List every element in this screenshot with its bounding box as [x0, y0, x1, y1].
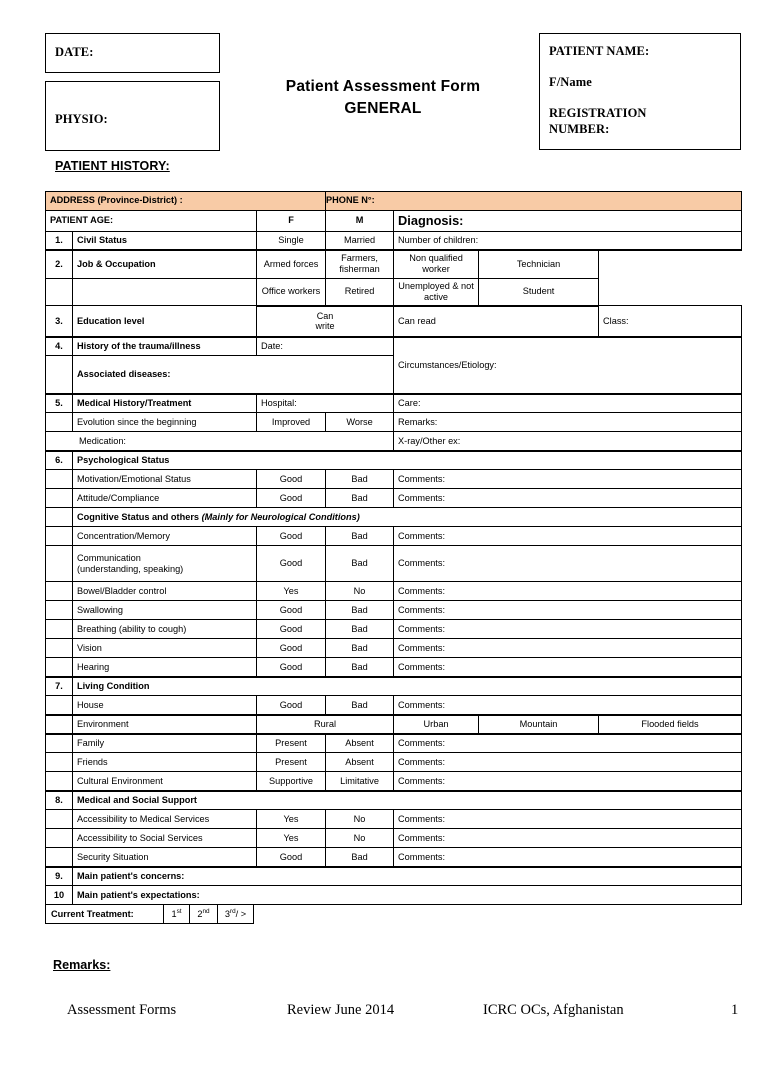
phone-label: PHONE N°: [326, 195, 375, 206]
bowel-numcol [46, 582, 73, 601]
attitude-good[interactable]: Good [257, 489, 326, 508]
xray-cell[interactable]: X-ray/Other ex: [394, 432, 742, 451]
job-occupation-label: Job & Occupation [73, 250, 257, 278]
row-number-2: 2. [46, 250, 73, 278]
access-social-comments[interactable]: Comments: [394, 829, 742, 848]
cultural-comments[interactable]: Comments: [394, 772, 742, 791]
security-bad[interactable]: Bad [326, 848, 394, 867]
evolution-numcol [46, 413, 73, 432]
row-number-3: 3. [46, 306, 73, 337]
house-label: House [73, 696, 257, 715]
table-row-security-situation [46, 848, 742, 867]
current-treatment-label: Current Treatment: [46, 905, 164, 924]
concentration-comments[interactable]: Comments: [394, 527, 742, 546]
bowel-no[interactable]: No [326, 582, 394, 601]
education-can-read[interactable]: Can read [394, 306, 599, 337]
sex-male-cell[interactable] [326, 211, 394, 232]
access-medical-no[interactable]: No [326, 810, 394, 829]
evolution-remarks-cell[interactable]: Remarks: [394, 413, 742, 432]
concentration-good[interactable]: Good [257, 527, 326, 546]
attitude-numcol [46, 489, 73, 508]
environment-rural[interactable]: Rural [257, 715, 394, 734]
swallowing-numcol [46, 601, 73, 620]
main-concerns-label[interactable]: Main patient's concerns: [73, 867, 742, 886]
psychological-status-label: Psychological Status [73, 451, 742, 470]
cognitive-status-heading [73, 508, 742, 527]
attitude-label: Attitude/Compliance [73, 489, 257, 508]
page-title [228, 76, 538, 120]
job-student[interactable]: Student [479, 278, 599, 306]
father-name-label: F/Name [549, 74, 592, 89]
physio-label: PHYSIO: [55, 112, 108, 126]
cultural-supportive[interactable]: Supportive [257, 772, 326, 791]
treatment-2-base: 2 [197, 909, 203, 920]
row-number-4: 4. [46, 337, 73, 356]
access-medical-label: Accessibility to Medical Services [73, 810, 257, 829]
hearing-comments[interactable]: Comments: [394, 658, 742, 677]
access-medical-yes[interactable]: Yes [257, 810, 326, 829]
table-row-access-social [46, 829, 742, 848]
table-row-living-condition-head [46, 677, 742, 696]
table-row-vision [46, 639, 742, 658]
hospital-cell[interactable]: Hospital: [257, 394, 394, 413]
table-row-hearing [46, 658, 742, 677]
hearing-good[interactable]: Good [257, 658, 326, 677]
motivation-label: Motivation/Emotional Status [73, 470, 257, 489]
security-label: Security Situation [73, 848, 257, 867]
job-unemployed-not-active[interactable]: Unemployed & not active [394, 278, 479, 306]
evolution-label: Evolution since the beginning [73, 413, 257, 432]
environment-flooded-fields[interactable]: Flooded fields [599, 715, 742, 734]
access-social-numcol [46, 829, 73, 848]
motivation-good[interactable]: Good [257, 470, 326, 489]
cultural-label: Cultural Environment [73, 772, 257, 791]
bowel-yes[interactable]: Yes [257, 582, 326, 601]
table-row-swallowing [46, 601, 742, 620]
footer-review-date: Review June 2014 [287, 1002, 395, 1018]
communication-label [73, 546, 257, 582]
table-row-environment [46, 715, 742, 734]
access-social-no[interactable]: No [326, 829, 394, 848]
civil-status-married[interactable]: Married [326, 231, 394, 250]
family-absent[interactable]: Absent [326, 734, 394, 753]
male-label: M [355, 215, 364, 226]
security-numcol [46, 848, 73, 867]
row-number-9: 9. [46, 867, 73, 886]
breathing-label: Breathing (ability to cough) [73, 620, 257, 639]
job-row-b-numcol [46, 278, 73, 306]
table-row-communication [46, 546, 742, 582]
education-level-label: Education level [73, 306, 257, 337]
friends-numcol [46, 753, 73, 772]
history-trauma-label: History of the trauma/illness [73, 337, 257, 356]
family-label: Family [73, 734, 257, 753]
diagnosis-cell[interactable] [394, 211, 742, 232]
associated-diseases-cell[interactable]: Associated diseases: [73, 356, 394, 394]
attitude-comments[interactable]: Comments: [394, 489, 742, 508]
friends-label: Friends [73, 753, 257, 772]
medical-social-support-label: Medical and Social Support [73, 791, 742, 810]
hearing-label: Hearing [73, 658, 257, 677]
access-social-label: Accessibility to Social Services [73, 829, 257, 848]
title-line-1: Patient Assessment Form [285, 78, 481, 95]
table-row-medical-social-head [46, 791, 742, 810]
title-line-2: GENERAL [344, 100, 422, 117]
table-row-family [46, 734, 742, 753]
communication-label-line2: (understanding, speaking) [77, 563, 184, 574]
communication-bad[interactable]: Bad [326, 546, 394, 582]
family-comments[interactable]: Comments: [394, 734, 742, 753]
swallowing-bad[interactable]: Bad [326, 601, 394, 620]
cultural-numcol [46, 772, 73, 791]
security-comments[interactable]: Comments: [394, 848, 742, 867]
house-bad[interactable]: Bad [326, 696, 394, 715]
table-row-job-occupation-a [46, 250, 742, 278]
bowel-label: Bowel/Bladder control [73, 582, 257, 601]
access-medical-comments[interactable]: Comments: [394, 810, 742, 829]
page-footer [45, 1002, 745, 1032]
education-can-write-line-1: Can [316, 311, 334, 322]
form-header [0, 0, 768, 173]
concentration-numcol [46, 527, 73, 546]
table-row-access-medical [46, 810, 742, 829]
vision-label: Vision [73, 639, 257, 658]
current-treatment-2nd[interactable] [190, 905, 218, 924]
treatment-3-sup: rd [229, 908, 236, 916]
remarks-heading: Remarks: [53, 958, 111, 972]
evolution-improved[interactable]: Improved [257, 413, 326, 432]
environment-urban[interactable]: Urban [394, 715, 479, 734]
registration-line-2: NUMBER: [549, 121, 610, 136]
education-class[interactable]: Class: [599, 306, 742, 337]
family-present[interactable]: Present [257, 734, 326, 753]
medication-label: Medication: [79, 435, 126, 446]
table-row-concentration [46, 527, 742, 546]
patient-age-cell[interactable] [46, 211, 257, 232]
security-good[interactable]: Good [257, 848, 326, 867]
footer-organization: ICRC OCs, Afghanistan [483, 1002, 624, 1018]
cognitive-status-label: Cognitive Status and others [77, 511, 202, 522]
communication-good[interactable]: Good [257, 546, 326, 582]
job-technician[interactable]: Technician [479, 250, 599, 278]
job-retired[interactable]: Retired [326, 278, 394, 306]
motivation-bad[interactable]: Bad [326, 470, 394, 489]
table-row-civil-status [46, 231, 742, 250]
patient-age-row [46, 211, 742, 232]
cognitive-status-note: (Mainly for Neurological Conditions) [201, 511, 360, 522]
table-row-current-treatment [46, 905, 254, 924]
current-treatment-1st[interactable] [164, 905, 190, 924]
treatment-2-sup: nd [202, 908, 210, 916]
patient-history-heading: PATIENT HISTORY: [55, 159, 170, 173]
swallowing-label: Swallowing [73, 601, 257, 620]
table-row-history-trauma [46, 337, 742, 356]
cultural-limitative[interactable]: Limitative [326, 772, 394, 791]
table-row-breathing [46, 620, 742, 639]
education-can-write-line-2: write [315, 321, 335, 332]
environment-numcol [46, 715, 73, 734]
table-row-medical-history [46, 394, 742, 413]
diagnosis-label: Diagnosis: [398, 213, 464, 228]
table-row-cultural-environment [46, 772, 742, 791]
table-row-bowel-bladder [46, 582, 742, 601]
education-can-write[interactable] [257, 306, 394, 337]
row-number-1: 1. [46, 231, 73, 250]
care-cell[interactable]: Care: [394, 394, 742, 413]
phone-cell[interactable] [326, 192, 742, 211]
swallowing-comments[interactable]: Comments: [394, 601, 742, 620]
associated-diseases-numcol [46, 356, 73, 394]
breathing-numcol [46, 620, 73, 639]
environment-label: Environment [73, 715, 257, 734]
row-number-5: 5. [46, 394, 73, 413]
vision-good[interactable]: Good [257, 639, 326, 658]
assessment-table-wrap [45, 191, 741, 924]
registration-line-1: REGISTRATION [549, 106, 647, 120]
sex-female-cell[interactable] [257, 211, 326, 232]
breathing-good[interactable]: Good [257, 620, 326, 639]
communication-comments[interactable]: Comments: [394, 546, 742, 582]
motivation-comments[interactable]: Comments: [394, 470, 742, 489]
table-row-attitude [46, 489, 742, 508]
number-of-children-cell[interactable]: Number of children: [394, 231, 742, 250]
job-non-qualified-worker[interactable]: Non qualified worker [394, 250, 479, 278]
concentration-label: Concentration/Memory [73, 527, 257, 546]
physio-field-box[interactable] [45, 81, 220, 151]
cognitive-numcol [46, 508, 73, 527]
friends-comments[interactable]: Comments: [394, 753, 742, 772]
table-row-house [46, 696, 742, 715]
friends-present[interactable]: Present [257, 753, 326, 772]
treatment-3-base: 3 [224, 909, 230, 920]
footer-page-number: 1 [731, 1002, 739, 1018]
motivation-numcol [46, 470, 73, 489]
table-row-medication [46, 432, 742, 451]
patient-age-label: PATIENT AGE: [50, 215, 114, 226]
registration-number-label [549, 106, 740, 137]
assessment-table [45, 191, 742, 905]
row-number-7: 7. [46, 677, 73, 696]
table-row-cognitive-head [46, 508, 742, 527]
attitude-bad[interactable]: Bad [326, 489, 394, 508]
date-label: DATE: [55, 45, 94, 59]
female-label: F [288, 215, 294, 226]
address-phone-row [46, 192, 742, 211]
civil-status-label: Civil Status [73, 231, 257, 250]
table-row-psychological-status-head [46, 451, 742, 470]
vision-bad[interactable]: Bad [326, 639, 394, 658]
patient-identity-box[interactable] [539, 33, 741, 150]
communication-numcol [46, 546, 73, 582]
table-row-main-expectations [46, 886, 742, 905]
evolution-worse[interactable]: Worse [326, 413, 394, 432]
civil-status-single[interactable]: Single [257, 231, 326, 250]
circumstances-etiology-cell[interactable]: Circumstances/Etiology: [394, 337, 742, 394]
job-armed-forces[interactable]: Armed forces [257, 250, 326, 278]
address-label: ADDRESS (Province-District) : [50, 195, 183, 206]
date-field-box[interactable] [45, 33, 220, 73]
swallowing-good[interactable]: Good [257, 601, 326, 620]
row-number-8: 8. [46, 791, 73, 810]
row-number-10: 10 [46, 886, 73, 905]
current-treatment-3rd[interactable] [218, 905, 254, 924]
current-treatment-table [45, 904, 254, 924]
house-comments[interactable]: Comments: [394, 696, 742, 715]
footer-document-name: Assessment Forms [67, 1002, 177, 1018]
medication-cell[interactable] [46, 432, 394, 451]
treatment-3-tail: / > [235, 909, 247, 920]
access-medical-numcol [46, 810, 73, 829]
table-row-motivation [46, 470, 742, 489]
vision-comments[interactable]: Comments: [394, 639, 742, 658]
breathing-bad[interactable]: Bad [326, 620, 394, 639]
table-row-main-concerns [46, 867, 742, 886]
concentration-bad[interactable]: Bad [326, 527, 394, 546]
history-date-cell[interactable]: Date: [257, 337, 394, 356]
communication-label-line1: Communication [77, 552, 141, 563]
job-office-workers[interactable]: Office workers [257, 278, 326, 306]
vision-numcol [46, 639, 73, 658]
bowel-comments[interactable]: Comments: [394, 582, 742, 601]
main-expectations-label[interactable]: Main patient's expectations: [73, 886, 742, 905]
access-social-yes[interactable]: Yes [257, 829, 326, 848]
address-cell[interactable] [46, 192, 326, 211]
hearing-numcol [46, 658, 73, 677]
treatment-1-base: 1 [171, 909, 177, 920]
family-numcol [46, 734, 73, 753]
environment-mountain[interactable]: Mountain [479, 715, 599, 734]
table-row-job-occupation-b [46, 278, 742, 306]
table-row-education-level [46, 306, 742, 337]
medical-history-label: Medical History/Treatment [73, 394, 257, 413]
table-row-friends [46, 753, 742, 772]
friends-absent[interactable]: Absent [326, 753, 394, 772]
hearing-bad[interactable]: Bad [326, 658, 394, 677]
job-row-b-label-pad [73, 278, 257, 306]
patient-name-label: PATIENT NAME: [549, 44, 650, 58]
table-row-evolution [46, 413, 742, 432]
job-farmers-fisherman[interactable]: Farmers, fisherman [326, 250, 394, 278]
breathing-comments[interactable]: Comments: [394, 620, 742, 639]
living-condition-label: Living Condition [73, 677, 742, 696]
house-numcol [46, 696, 73, 715]
house-good[interactable]: Good [257, 696, 326, 715]
row-number-6: 6. [46, 451, 73, 470]
treatment-1-sup: st [176, 908, 182, 916]
